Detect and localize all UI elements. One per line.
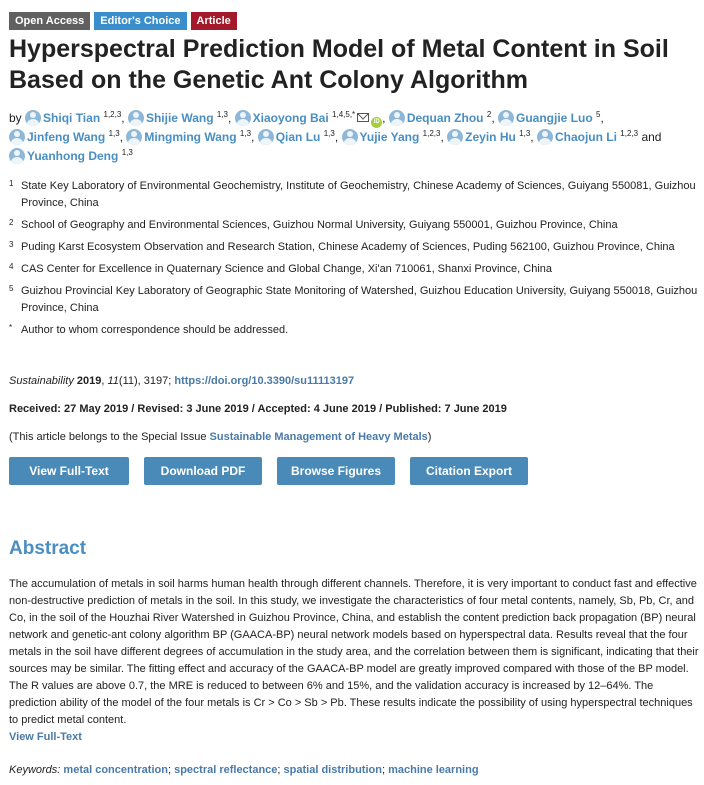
user-icon[interactable] xyxy=(447,129,463,145)
browse-figures-button[interactable]: Browse Figures xyxy=(277,457,395,485)
action-buttons xyxy=(9,457,528,485)
author-affiliation-marker: 1,3 xyxy=(108,129,120,138)
author-name[interactable]: Qian Lu xyxy=(275,130,321,144)
citation-pages: , 3197; xyxy=(137,375,172,387)
citation-year: 2019 xyxy=(76,375,102,387)
abstract-view-full-text-link[interactable]: View Full-Text xyxy=(9,731,82,743)
author-name[interactable]: Zeyin Hu xyxy=(465,130,516,144)
affiliation-number: 1 xyxy=(9,179,14,188)
author-affiliation-marker: 1,2,3 xyxy=(422,129,441,138)
abstract-body: The accumulation of metals in soil harms human health through different channels. Therefore, it is very important to conduct fast and effective non-destructive prediction of metals in the soil. In this study, we investigate the characteristics of four metal contents, namely, Sb, Pb, Cr, and Co, in the soil of the Houzhai River Watershed in Guizhou Province, China, and establish the content prediction back propagation (BP) neural network and genetic-ant colony algorithm BP (GAACA-BP) neural network models based on hyperspectral data. Results reveal that the four metals in the soil have different degrees of accumulation in the study area, and the correlation between them is significant, indicating that their sources may be similar. The fitting effect and accuracy of the GAACA-BP model are greatly improved compared with those of the BP model. The R values are above 0.7, the MRE is reduced to between 6% and 15%, and the validation accuracy is increased by 12–64%. The prediction ability of the model of the four metals is Cr > Co > Sb > Pb. These results indicate the possibility of using hyperspectral techniques to predict metal content. xyxy=(9,578,699,726)
citation-volume: 11 xyxy=(107,375,119,387)
keyword-link[interactable]: spatial distribution xyxy=(283,764,382,776)
affiliation-list xyxy=(9,178,699,344)
user-icon[interactable] xyxy=(258,129,274,145)
citation-issue: (11) xyxy=(118,375,138,387)
author-item xyxy=(9,149,133,163)
author-name[interactable]: Xiaoyong Bai xyxy=(252,111,329,125)
user-icon[interactable] xyxy=(128,110,144,126)
author-item xyxy=(342,130,441,144)
doi-link[interactable]: https://doi.org/10.3390/su11113197 xyxy=(174,375,355,387)
view-full-text-button[interactable]: View Full-Text xyxy=(9,457,129,485)
abstract-text xyxy=(9,576,699,746)
affiliation-number: 3 xyxy=(9,240,14,249)
keyword-link[interactable]: metal concentration xyxy=(63,764,168,776)
user-icon[interactable] xyxy=(537,129,553,145)
affiliation-number: 2 xyxy=(9,218,14,227)
author-item xyxy=(126,130,251,144)
author-name[interactable]: Yujie Yang xyxy=(359,130,420,144)
affiliation-number: * xyxy=(9,323,13,332)
author-list: by Shiqi Tian $^{1,2,3}$, Shijie Wang $^{1,3}$, Xiaoyong Bai $^{1,4,5,*}$iD , Dequan Zhou $^2$, Guangjie Luo $^5$, Jinfeng Wang $^{1,3}$, Mingming Wang $^{1,3}$, Qian Lu $^{1,3}$, Yujie Yang $^{1,2,3}$, Zeyin Hu $^{1,3}$, Chaojun Li $^{1,2,3}$ and Yuanhong Deng $^{1,3}$ xyxy=(9,110,662,163)
publication-dates: Received: 27 May 2019 / Revised: 3 June 2019 / Accepted: 4 June 2019 / Published: 7 June 2019 xyxy=(9,403,507,415)
user-icon[interactable] xyxy=(9,129,25,145)
author-name[interactable]: Yuanhong Deng xyxy=(27,149,119,163)
user-icon[interactable] xyxy=(9,148,25,164)
special-issue-link[interactable]: Sustainable Management of Heavy Metals xyxy=(209,431,428,443)
affiliation-text: Puding Karst Ecosystem Observation and Research Station, Chinese Academy of Sciences, Puding 562100, Guizhou Province, China xyxy=(21,241,675,253)
author-affiliation-marker: 2 xyxy=(486,110,492,119)
author-name[interactable]: Chaojun Li xyxy=(554,130,617,144)
author-item xyxy=(537,130,638,144)
author-item xyxy=(498,111,600,125)
badge-row xyxy=(9,12,237,30)
open-access-badge[interactable]: Open Access xyxy=(9,12,90,30)
author-name[interactable]: Guangjie Luo xyxy=(515,111,593,125)
author-affiliation-marker: 1,2,3 xyxy=(103,110,122,119)
affiliation-item xyxy=(9,261,699,278)
author-name[interactable]: Mingming Wang xyxy=(144,130,237,144)
email-icon[interactable] xyxy=(357,113,369,122)
article-title: Hyperspectral Prediction Model of Metal Content in Soil Based on the Genetic Ant Colony Algorithm xyxy=(9,35,669,94)
and-label: and xyxy=(641,130,662,144)
user-icon[interactable] xyxy=(498,110,514,126)
keywords-label: Keywords: xyxy=(9,764,61,776)
author-item xyxy=(25,111,121,125)
affiliation-item xyxy=(9,217,699,234)
orcid-icon[interactable]: iD xyxy=(371,117,382,128)
author-item xyxy=(9,130,120,144)
affiliation-item xyxy=(9,178,699,212)
citation-export-button[interactable]: Citation Export xyxy=(410,457,528,485)
author-affiliation-marker: 1,4,5,* xyxy=(332,110,356,119)
author-name[interactable]: Dequan Zhou xyxy=(406,111,484,125)
user-icon[interactable] xyxy=(25,110,41,126)
by-label: by xyxy=(9,111,22,125)
user-icon[interactable] xyxy=(126,129,142,145)
article-type-badge: Article xyxy=(191,12,237,30)
author-affiliation-marker: 1,3 xyxy=(121,148,133,157)
affiliation-text: Guizhou Provincial Key Laboratory of Geographic State Monitoring of Watershed, Guizhou Education University, Guiyang 550018, Guizhou Province, China xyxy=(21,285,698,314)
author-affiliation-marker: 1,3 xyxy=(239,129,252,138)
affiliation-number: 5 xyxy=(9,284,14,293)
author-item xyxy=(389,111,491,125)
keyword-link[interactable]: spectral reflectance xyxy=(174,764,278,776)
author-affiliation-marker: 1,3 xyxy=(216,110,228,119)
special-issue-prefix: (This article belongs to the Special Issue xyxy=(9,431,210,443)
author-affiliation-marker: 1,2,3 xyxy=(620,129,639,138)
affiliation-text: School of Geography and Environmental Sciences, Guizhou Normal University, Guiyang 550001, Guizhou Province, China xyxy=(21,219,618,231)
author-affiliation-marker: 5 xyxy=(596,110,601,119)
affiliation-text: CAS Center for Excellence in Quaternary Science and Global Change, Xi'an 710061, Shanxi Province, China xyxy=(21,263,553,275)
special-issue-note xyxy=(9,429,431,445)
author-item xyxy=(128,111,228,125)
affiliation-text: State Key Laboratory of Environmental Geochemistry, Institute of Geochemistry, Chinese Academy of Sciences, Guiyang 550081, Guizhou Province, China xyxy=(21,180,696,209)
author-affiliation-marker: 1,3 xyxy=(323,129,335,138)
author-affiliation-marker: 1,3 xyxy=(519,129,531,138)
keyword-link[interactable]: machine learning xyxy=(388,764,479,776)
journal-name: Sustainability xyxy=(9,375,74,387)
author-item xyxy=(447,130,530,144)
user-icon[interactable] xyxy=(235,110,251,126)
citation-line: Sustainability 2019, 11(11), 3197; https://doi.org/10.3390/su11113197 xyxy=(9,375,355,387)
author-name[interactable]: Shijie Wang xyxy=(145,111,214,125)
affiliation-item xyxy=(9,239,699,256)
author-item xyxy=(235,111,383,125)
affiliation-text: Author to whom correspondence should be addressed. xyxy=(21,324,289,336)
author-name[interactable]: Jinfeng Wang xyxy=(27,130,106,144)
abstract-heading: Abstract xyxy=(9,538,87,559)
affiliation-number: 4 xyxy=(9,262,14,271)
user-icon[interactable] xyxy=(342,129,358,145)
author-name[interactable]: Shiqi Tian xyxy=(43,111,101,125)
special-issue-suffix: ) xyxy=(427,431,432,443)
user-icon[interactable] xyxy=(389,110,405,126)
editors-choice-badge[interactable]: Editor's Choice xyxy=(94,12,186,30)
download-pdf-button[interactable]: Download PDF xyxy=(144,457,262,485)
affiliation-item xyxy=(9,322,699,339)
affiliation-item xyxy=(9,283,699,317)
author-item xyxy=(258,130,335,144)
keywords-line: Keywords: metal concentration; spectral reflectance; spatial distribution; machine learning xyxy=(9,764,479,776)
